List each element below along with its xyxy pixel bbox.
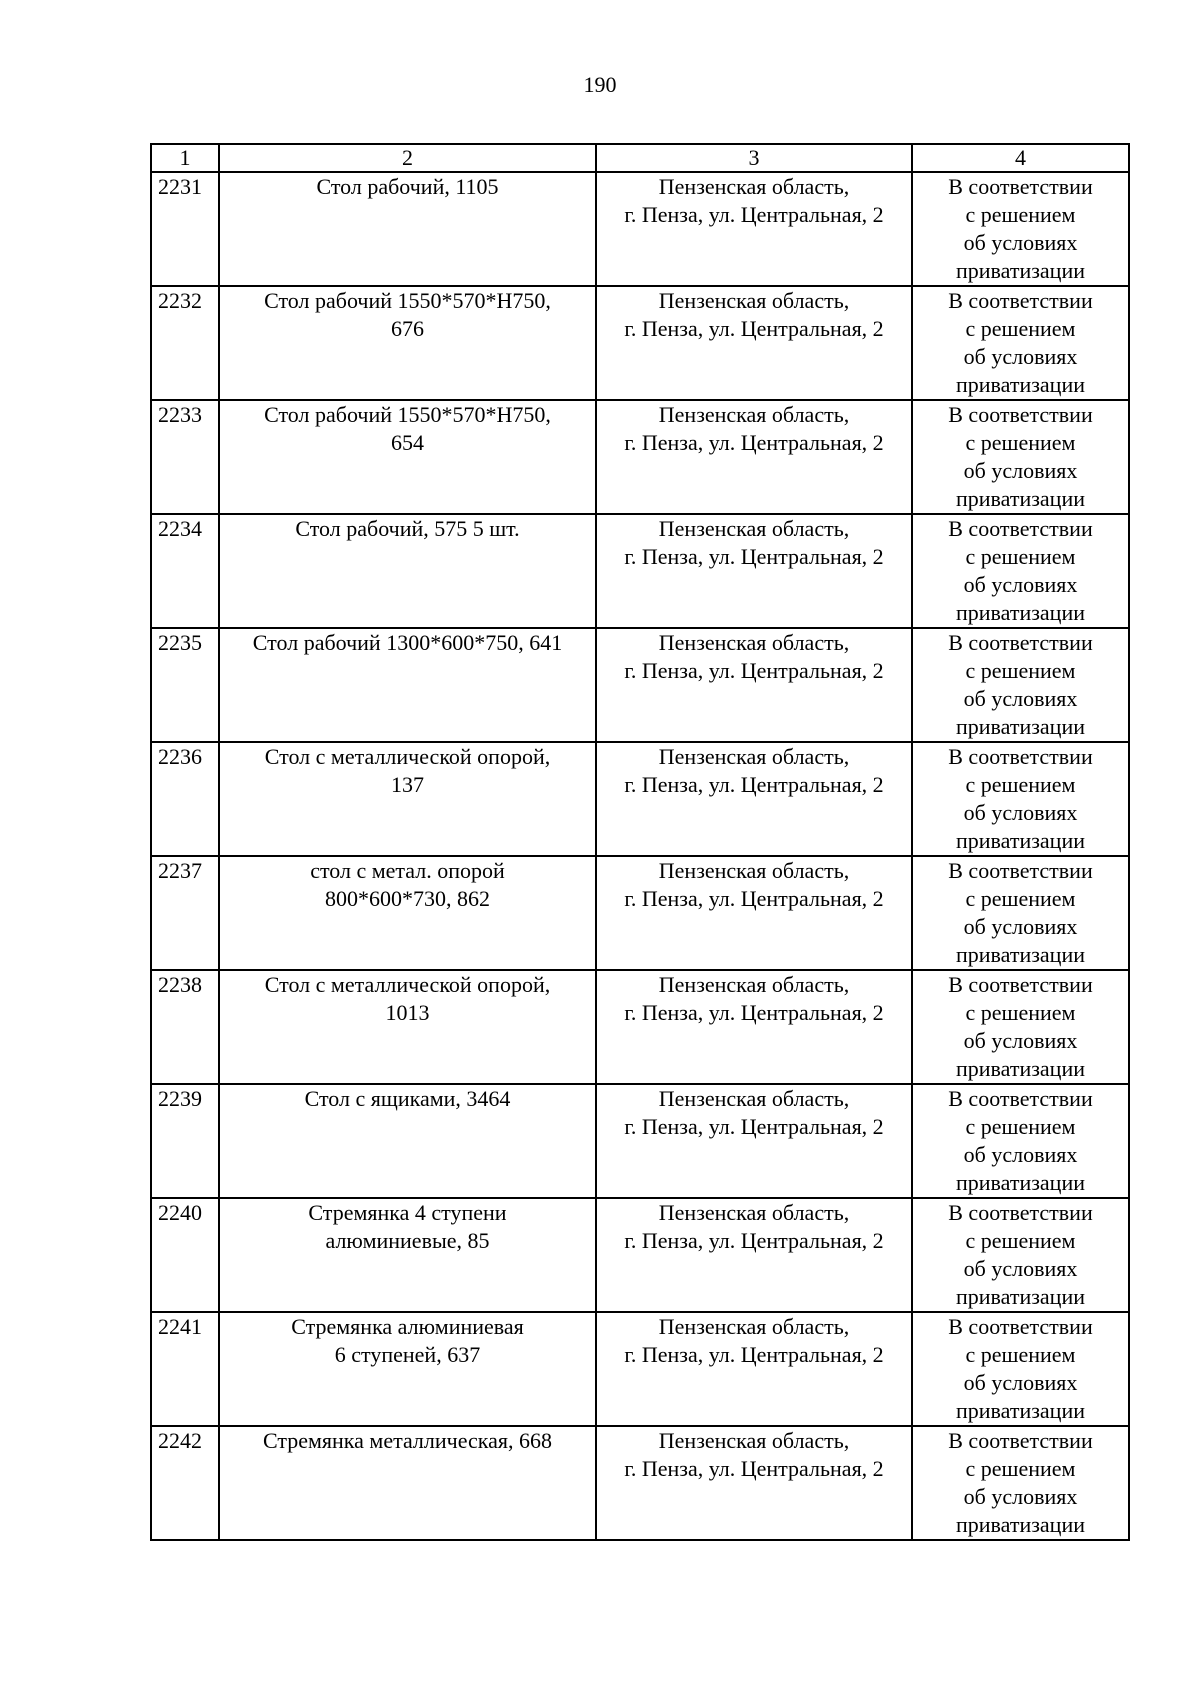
- address-cell-line: Пензенская область,: [658, 972, 850, 997]
- condition-cell-line: с решением: [965, 316, 1076, 341]
- table-row: [151, 1426, 1129, 1540]
- item-name-cell-line: Стол рабочий 1300*600*750, 641: [252, 630, 563, 655]
- condition-cell-line: приватизации: [955, 1398, 1085, 1423]
- condition-cell-line: В соответствии: [948, 516, 1093, 541]
- address-cell-line: г. Пенза, ул. Центральная, 2: [624, 202, 884, 227]
- item-name-cell-line: Стремянка 4 ступени: [308, 1200, 507, 1225]
- address-cell-line: Пензенская область,: [658, 1086, 850, 1111]
- table-row: [151, 628, 1129, 742]
- item-name-cell-line: 6 ступеней, 637: [334, 1342, 481, 1367]
- condition-cell-line: об условиях: [963, 230, 1078, 255]
- address-cell: [596, 286, 912, 400]
- condition-cell-line: В соответствии: [948, 972, 1093, 997]
- condition-cell: [912, 1312, 1129, 1426]
- condition-cell-line: с решением: [965, 430, 1076, 455]
- condition-cell: [912, 514, 1129, 628]
- item-name-cell: [219, 172, 596, 286]
- row-number-cell: 2240: [151, 1198, 219, 1312]
- item-name-cell-line: Стол рабочий, 1105: [316, 174, 499, 199]
- condition-cell-line: об условиях: [963, 458, 1078, 483]
- table-row: [151, 970, 1129, 1084]
- condition-cell-line: об условиях: [963, 1256, 1078, 1281]
- condition-cell-line: приватизации: [955, 942, 1085, 967]
- address-cell-line: г. Пенза, ул. Центральная, 2: [624, 1000, 884, 1025]
- condition-cell-line: приватизации: [955, 372, 1085, 397]
- address-cell-line: Пензенская область,: [658, 516, 850, 541]
- condition-cell: [912, 628, 1129, 742]
- item-name-cell-line: Стремянка алюминиевая: [291, 1314, 524, 1339]
- condition-cell-line: В соответствии: [948, 744, 1093, 769]
- condition-cell-line: с решением: [965, 772, 1076, 797]
- header-cell-3: 3: [596, 144, 912, 172]
- condition-cell-line: с решением: [965, 1456, 1076, 1481]
- condition-cell-line: приватизации: [955, 486, 1085, 511]
- table-row: [151, 1312, 1129, 1426]
- address-cell-line: г. Пенза, ул. Центральная, 2: [624, 430, 884, 455]
- item-name-cell: [219, 742, 596, 856]
- item-name-cell-line: 800*600*730, 862: [325, 886, 490, 911]
- item-name-cell-line: Стол рабочий 1550*570*H750,: [264, 288, 551, 313]
- address-cell-line: г. Пенза, ул. Центральная, 2: [624, 1114, 884, 1139]
- condition-cell: [912, 286, 1129, 400]
- address-cell: [596, 970, 912, 1084]
- condition-cell-line: приватизации: [955, 1512, 1085, 1537]
- condition-cell-line: В соответствии: [948, 288, 1093, 313]
- condition-cell-line: В соответствии: [948, 1086, 1093, 1111]
- address-cell-line: г. Пенза, ул. Центральная, 2: [624, 886, 884, 911]
- item-name-cell: [219, 400, 596, 514]
- condition-cell-line: с решением: [965, 1342, 1076, 1367]
- condition-cell-line: приватизации: [955, 1056, 1085, 1081]
- property-table: [150, 143, 1130, 1541]
- condition-cell: [912, 400, 1129, 514]
- item-name-cell: [219, 514, 596, 628]
- condition-cell-line: с решением: [965, 202, 1076, 227]
- condition-cell-line: с решением: [965, 1114, 1076, 1139]
- table-row: [151, 514, 1129, 628]
- address-cell: [596, 514, 912, 628]
- address-cell-line: Пензенская область,: [658, 1314, 850, 1339]
- item-name-cell: [219, 628, 596, 742]
- condition-cell-line: об условиях: [963, 1028, 1078, 1053]
- page-number: 190: [583, 72, 617, 97]
- address-cell-line: г. Пенза, ул. Центральная, 2: [624, 772, 884, 797]
- row-number-cell: 2236: [151, 742, 219, 856]
- row-number-cell: 2231: [151, 172, 219, 286]
- condition-cell-line: об условиях: [963, 914, 1078, 939]
- row-number-cell: 2239: [151, 1084, 219, 1198]
- item-name-cell: [219, 856, 596, 970]
- condition-cell-line: приватизации: [955, 258, 1085, 283]
- row-number-cell: 2232: [151, 286, 219, 400]
- condition-cell-line: с решением: [965, 1000, 1076, 1025]
- address-cell-line: г. Пенза, ул. Центральная, 2: [624, 544, 884, 569]
- table-row: [151, 1084, 1129, 1198]
- condition-cell-line: приватизации: [955, 828, 1085, 853]
- address-cell: [596, 1312, 912, 1426]
- item-name-cell-line: Стол с металлической опорой,: [264, 744, 551, 769]
- address-cell: [596, 400, 912, 514]
- row-number-cell: 2241: [151, 1312, 219, 1426]
- address-cell-line: Пензенская область,: [658, 288, 850, 313]
- header-cell-4: 4: [912, 144, 1129, 172]
- condition-cell-line: об условиях: [963, 686, 1078, 711]
- item-name-cell-line: Стол рабочий, 575 5 шт.: [295, 516, 520, 541]
- condition-cell-line: В соответствии: [948, 1200, 1093, 1225]
- table-body: [151, 144, 1129, 1540]
- row-number-cell: 2242: [151, 1426, 219, 1540]
- item-name-cell-line: 654: [391, 430, 424, 455]
- item-name-cell: [219, 1312, 596, 1426]
- condition-cell-line: В соответствии: [948, 402, 1093, 427]
- row-number-cell: 2233: [151, 400, 219, 514]
- table-row: [151, 1198, 1129, 1312]
- condition-cell-line: об условиях: [963, 1370, 1078, 1395]
- address-cell: [596, 628, 912, 742]
- condition-cell-line: об условиях: [963, 572, 1078, 597]
- condition-cell-line: приватизации: [955, 600, 1085, 625]
- condition-cell-line: с решением: [965, 658, 1076, 683]
- address-cell-line: Пензенская область,: [658, 1200, 850, 1225]
- row-number-cell: 2234: [151, 514, 219, 628]
- item-name-cell-line: Стремянка металлическая, 668: [262, 1428, 553, 1453]
- condition-cell: [912, 1198, 1129, 1312]
- condition-cell: [912, 970, 1129, 1084]
- header-cell-1: 1: [151, 144, 219, 172]
- table-row: [151, 172, 1129, 286]
- row-number-cell: 2235: [151, 628, 219, 742]
- item-name-cell: [219, 286, 596, 400]
- condition-cell: [912, 1426, 1129, 1540]
- item-name-cell-line: 137: [391, 772, 424, 797]
- table-header-row: [151, 144, 1129, 172]
- address-cell: [596, 742, 912, 856]
- condition-cell-line: об условиях: [963, 800, 1078, 825]
- table-row: [151, 742, 1129, 856]
- address-cell-line: Пензенская область,: [658, 858, 850, 883]
- address-cell-line: Пензенская область,: [658, 1428, 850, 1453]
- header-cell-2: 2: [219, 144, 596, 172]
- address-cell-line: г. Пенза, ул. Центральная, 2: [624, 1342, 884, 1367]
- condition-cell-line: приватизации: [955, 1170, 1085, 1195]
- item-name-cell: [219, 970, 596, 1084]
- address-cell-line: Пензенская область,: [658, 174, 850, 199]
- address-cell: [596, 172, 912, 286]
- condition-cell-line: с решением: [965, 544, 1076, 569]
- item-name-cell-line: алюминиевые, 85: [325, 1228, 490, 1253]
- table-row: [151, 286, 1129, 400]
- condition-cell-line: с решением: [965, 1228, 1076, 1253]
- item-name-cell: [219, 1198, 596, 1312]
- condition-cell-line: об условиях: [963, 344, 1078, 369]
- condition-cell-line: В соответствии: [948, 1428, 1093, 1453]
- condition-cell-line: об условиях: [963, 1484, 1078, 1509]
- item-name-cell-line: Стол с ящиками, 3464: [304, 1086, 511, 1111]
- address-cell: [596, 1198, 912, 1312]
- item-name-cell-line: Стол с металлической опорой,: [264, 972, 551, 997]
- condition-cell-line: В соответствии: [948, 858, 1093, 883]
- address-cell-line: г. Пенза, ул. Центральная, 2: [624, 316, 884, 341]
- condition-cell-line: с решением: [965, 886, 1076, 911]
- item-name-cell-line: 676: [391, 316, 424, 341]
- address-cell: [596, 856, 912, 970]
- condition-cell: [912, 1084, 1129, 1198]
- condition-cell-line: приватизации: [955, 714, 1085, 739]
- address-cell-line: Пензенская область,: [658, 402, 850, 427]
- item-name-cell-line: стол с метал. опорой: [310, 858, 505, 883]
- condition-cell-line: В соответствии: [948, 630, 1093, 655]
- item-name-cell-line: Стол рабочий 1550*570*H750,: [264, 402, 551, 427]
- address-cell-line: г. Пенза, ул. Центральная, 2: [624, 1456, 884, 1481]
- table-row: [151, 400, 1129, 514]
- address-cell-line: Пензенская область,: [658, 744, 850, 769]
- condition-cell: [912, 742, 1129, 856]
- address-cell: [596, 1426, 912, 1540]
- condition-cell-line: приватизации: [955, 1284, 1085, 1309]
- row-number-cell: 2237: [151, 856, 219, 970]
- address-cell-line: г. Пенза, ул. Центральная, 2: [624, 1228, 884, 1253]
- table-row: [151, 856, 1129, 970]
- item-name-cell: [219, 1084, 596, 1198]
- address-cell: [596, 1084, 912, 1198]
- item-name-cell: [219, 1426, 596, 1540]
- address-cell-line: Пензенская область,: [658, 630, 850, 655]
- condition-cell-line: об условиях: [963, 1142, 1078, 1167]
- row-number-cell: 2238: [151, 970, 219, 1084]
- condition-cell: [912, 172, 1129, 286]
- item-name-cell-line: 1013: [385, 1000, 430, 1025]
- address-cell-line: г. Пенза, ул. Центральная, 2: [624, 658, 884, 683]
- condition-cell: [912, 856, 1129, 970]
- condition-cell-line: В соответствии: [948, 174, 1093, 199]
- condition-cell-line: В соответствии: [948, 1314, 1093, 1339]
